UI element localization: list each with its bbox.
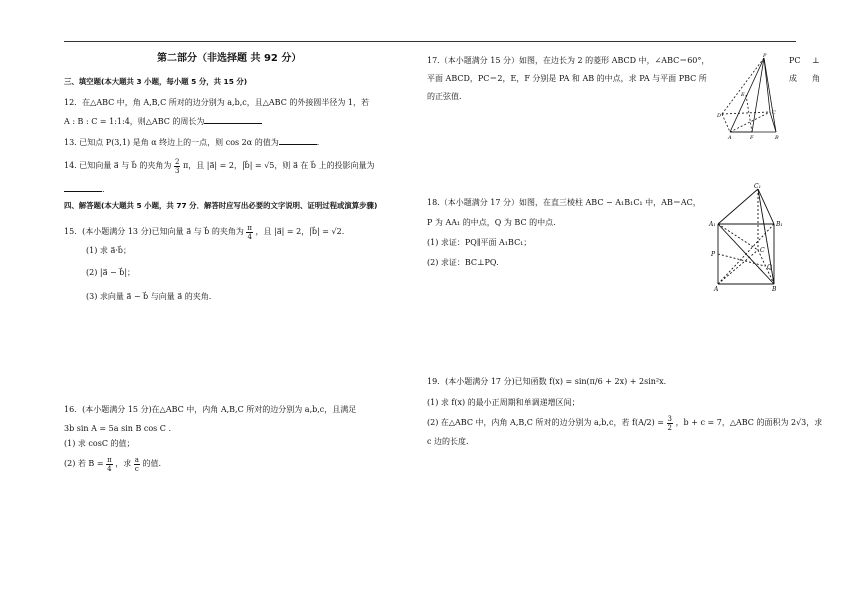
- q15-part2: (2) |a⃗ − b⃗|；: [86, 268, 136, 277]
- section-answer-heading: 四、解答题(本大题共 5 小题，共 77 分．解答时应写出必要的文字说明、证明过程或演算步骤): [64, 201, 378, 210]
- fig18-label-C1: C₁: [754, 183, 761, 190]
- q18-line2: P 为 AA₁ 的中点，Q 为 BC 的中点.: [427, 218, 556, 227]
- q16-part2: (2) 若 B = $\frac{\pi}{4}$ ，求 $\frac{a}{c}$ 的值.: [64, 455, 162, 473]
- q18-part1: (1) 求证：PQ∥平面 A₁BC₁；: [427, 238, 532, 247]
- q15-stem: 15．(本小题满分 13 分)已知向量 a⃗ 与 b⃗ 的夹角为 $\frac{\pi}{4}$ ，且 |a⃗| = 2，|b⃗| = √2.: [64, 223, 345, 241]
- fig18-label-B1: B₁: [776, 221, 783, 228]
- q12-line2: A : B : C = 1:1:4，则△ABC 的周长为: [64, 116, 262, 127]
- q18-prism-figure: [708, 180, 794, 294]
- fig18-label-A: A: [714, 286, 719, 293]
- fig18-label-Q: Q: [767, 264, 772, 271]
- fig17-label-F: F: [750, 135, 754, 141]
- q17-line1: 17.（本小题满分 15 分）如图，在边长为 2 的菱形 ABCD 中，∠ABC＝60°，: [427, 56, 710, 65]
- fig18-label-A1: A₁: [709, 221, 716, 228]
- q17-line3: 的正弦值.: [427, 92, 462, 101]
- fig17-label-D: D: [717, 113, 722, 119]
- q15-part1: (1) 求 a⃗·b⃗；: [86, 246, 131, 255]
- q19-stem: 19．(本小题满分 17 分)已知函数 f(x) = sin(π/6 + 2x) + 2sin²x.: [427, 377, 667, 386]
- q14-blank: .: [64, 184, 105, 195]
- q18-line1: 18.（本小题满分 17 分）如图，在直三棱柱 ABC − A₁B₁C₁ 中，AB＝AC，: [427, 198, 701, 207]
- q13: 13. 已知点 P(3,1) 是角 α 终边上的一点，则 cos 2α 的值为 .: [64, 138, 320, 147]
- fig17-label-P: P: [763, 53, 767, 59]
- q12-line1: 12．在△ABC 中，角 A,B,C 所对的边分别为 a,b,c，且△ABC 的外接圆半径为 1，若: [64, 98, 370, 107]
- fig18-label-B: B: [772, 286, 777, 293]
- q17-pyramid-figure: [712, 52, 792, 144]
- fig17-label-C: C: [772, 110, 776, 116]
- q14-line1: 14. 已知向量 a⃗ 与 b⃗ 的夹角为 $\frac{2}{3}$ π，且 |a⃗| = 2，|b⃗| = √5，则 a⃗ 在 b⃗ 上的投影向量为: [64, 157, 375, 175]
- q16-line2: 3b sin A = 5a sin B cos C .: [64, 424, 172, 433]
- q19-part1: (1) 求 f(x) 的最小正周期和单调递增区间；: [427, 398, 580, 407]
- q16-part1: (1) 求 cosC 的值；: [64, 439, 135, 448]
- fig17-label-A: A: [728, 135, 732, 141]
- q17-pc: PC: [789, 56, 801, 65]
- q18-part2: (2) 求证：BC⊥PQ.: [427, 258, 499, 267]
- q19-part2-line1: (2) 在△ABC 中，内角 A,B,C 所对的边分别为 a,b,c，若 f(A/2) = $\frac{3}{2}$ ，b + c = 7，△ABC 的面积为 2√3，求: [427, 414, 823, 432]
- fig18-label-C: C: [760, 247, 765, 254]
- top-rule: [64, 41, 796, 42]
- q17-perp: ⊥: [812, 56, 820, 65]
- fig17-label-E: E: [741, 92, 745, 98]
- q17-cheng: 成: [789, 74, 797, 83]
- fig17-label-B: B: [775, 135, 779, 141]
- part-title: 第二部分（非选择题 共 92 分）: [157, 53, 302, 64]
- fig18-label-P: P: [711, 251, 716, 258]
- q16-line1: 16．(本小题满分 15 分)在△ABC 中，内角 A,B,C 所对的边分别为 a,b,c，且满足: [64, 405, 357, 414]
- section-fill-blank-heading: 三、填空题(本大题共 3 小题，每小题 5 分，共 15 分): [64, 77, 248, 86]
- q19-part2-line2: c 边的长度.: [427, 437, 469, 446]
- q15-part3: (3) 求向量 a⃗ − b⃗ 与向量 a⃗ 的夹角.: [86, 292, 212, 301]
- q17-jiao: 角: [812, 74, 820, 83]
- q17-line2: 平面 ABCD，PC＝2，E，F 分别是 PA 和 AB 的中点，求 PA 与平面 PBC 所: [427, 74, 707, 83]
